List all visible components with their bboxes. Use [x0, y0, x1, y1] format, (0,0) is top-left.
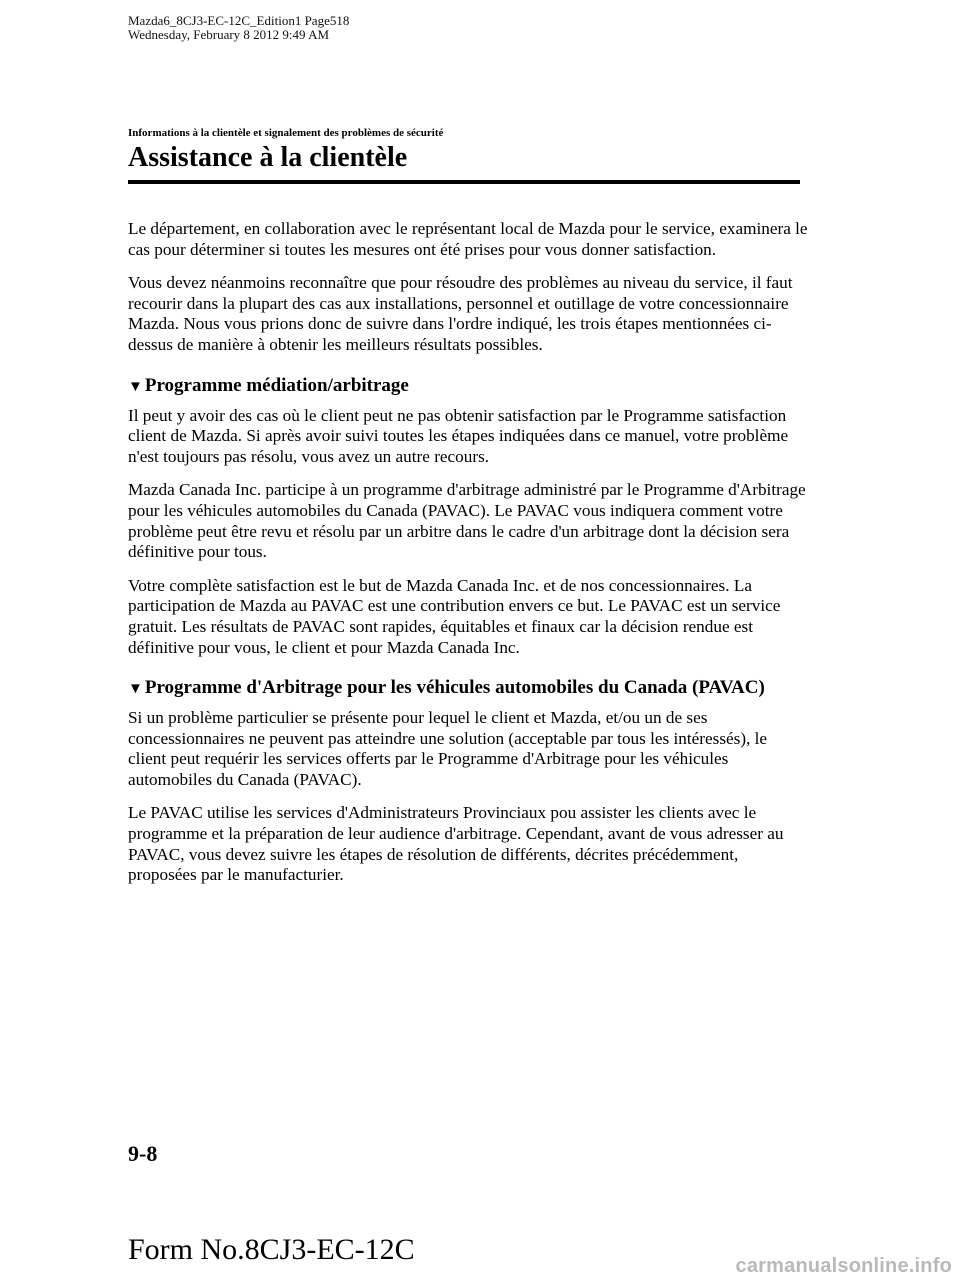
section-heading-label: Programme médiation/arbitrage	[144, 374, 409, 396]
title-divider	[128, 180, 800, 184]
intro-paragraph: Le département, en collaboration avec le représentant local de Mazda pour le service, examinera le cas pour déterminer si toutes les mesures ont été prises pour vous donner satisfaction.	[128, 219, 808, 259]
section-heading-mediation	[128, 374, 808, 399]
page-number: 9-8	[128, 1141, 158, 1166]
section-heading-label: Programme d'Arbitrage pour les véhicules automobiles du Canada (PAVAC)	[144, 677, 765, 699]
section-paragraph: Votre complète satisfaction est le but de Mazda Canada Inc. et de nos concessionnaires. La participation de Mazda au PAVAC est une contribution envers ce but. Le PAVAC est un service gratuit. Les résultats de PAVAC sont rapides, équitables et finaux car la décision rendue est définitive pour vous, le client et pour Mazda Canada Inc.	[128, 575, 781, 657]
section-paragraph: Si un problème particulier se présente pour lequel le client et Mazda, et/ou un de ses concessionnaires ne peuvent pas atteindre une solution (acceptable par tous les intéressés), le client peut requérir les services offerts par le Programme d'Arbitrage pour les véhicules automobiles du Canada (PAVAC).	[128, 708, 768, 789]
section-paragraph: Mazda Canada Inc. participe à un programme d'arbitrage administré par le Programme d'Arbitrage pour les véhicules automobiles du Canada (PAVAC). Le PAVAC vous indiquera comment votre problème peut être revu et résolu par un arbitre dans le cadre d'un arbitrage dont la décision sera définitive pour tous.	[128, 480, 806, 562]
intro-paragraph: Vous devez néanmoins reconnaître que pour résoudre des problèmes au niveau du service, il faut recourir dans la plupart des cas aux installations, personnel et outillage de votre concessionnaire Mazda. Nous vous prions donc de suivre dans l'ordre indiqué, les trois étapes mentionnées ci-dessus de manière à obtenir les meilleurs résultats possibles.	[128, 273, 793, 354]
main-content	[128, 219, 808, 899]
print-header-date: Wednesday, February 8 2012 9:49 AM	[128, 27, 330, 42]
page-title: Assistance à la clientèle	[128, 142, 408, 173]
triangle-down-icon: ▼	[128, 681, 143, 698]
form-number: Form No.8CJ3-EC-12C	[128, 1233, 415, 1266]
print-header-file: Mazda6_8CJ3-EC-12C_Edition1 Page518	[128, 13, 350, 28]
print-header	[128, 14, 349, 42]
breadcrumb: Informations à la clientèle et signalement des problèmes de sécurité	[128, 127, 444, 139]
section-heading-pavac	[128, 676, 808, 701]
watermark: carmanualsonline.info	[735, 1255, 952, 1277]
triangle-down-icon: ▼	[128, 378, 143, 395]
section-paragraph: Le PAVAC utilise les services d'Administrateurs Provinciaux pou assister les clients avec le programme et la préparation de leur audience d'arbitrage. Cependant, avant de vous adresser au PAVAC, vous devez suivre les étapes de résolution de différents, décrites précédemment, proposées par le manufacturier.	[128, 803, 784, 885]
section-paragraph: Il peut y avoir des cas où le client peut ne pas obtenir satisfaction par le Programme satisfaction client de Mazda. Si après avoir suivi toutes les étapes indiquées dans ce manuel, votre problème n'est toujours pas résolu, vous avez un autre recours.	[128, 405, 789, 466]
